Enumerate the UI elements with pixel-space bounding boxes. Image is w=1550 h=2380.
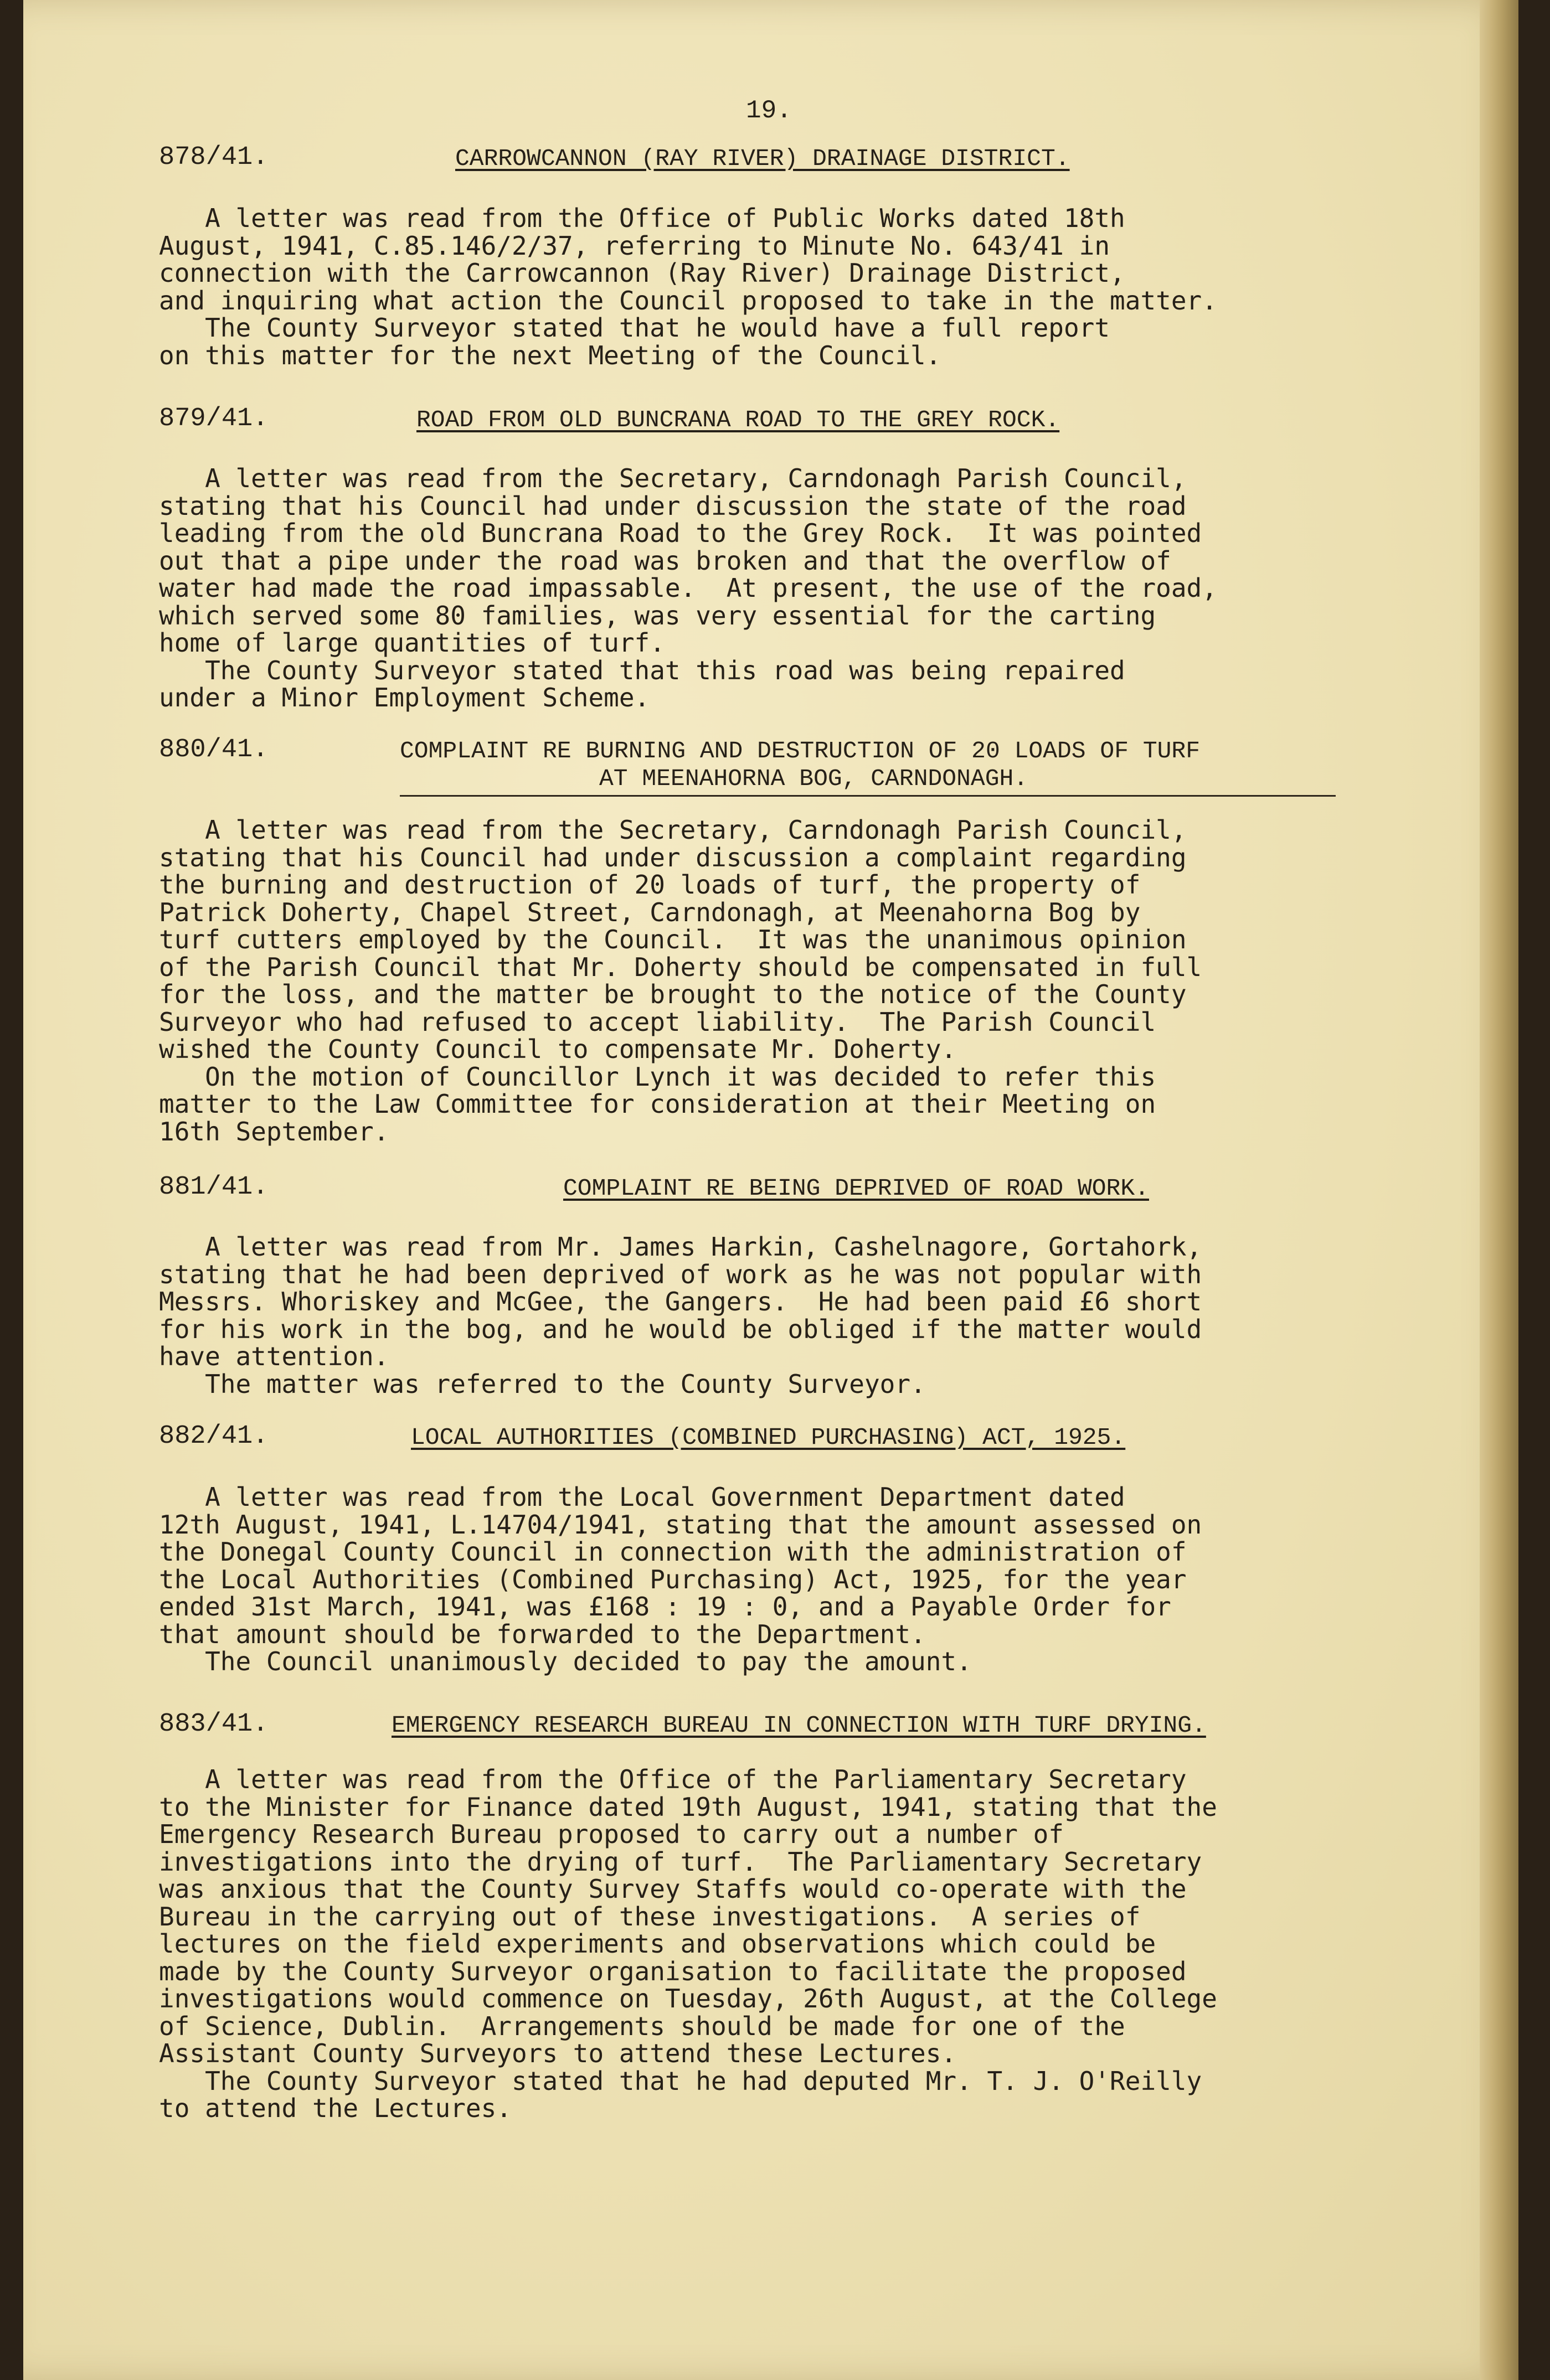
minute-number: 878/41. bbox=[159, 143, 269, 172]
book-binding bbox=[1480, 0, 1518, 2380]
minute-number: 881/41. bbox=[159, 1173, 269, 1202]
document-page bbox=[23, 0, 1518, 2380]
minute-body: A letter was read from the Secretary, Carndonagh Parish Council, stating that his Council had under discussion a complaint regarding the burning and destruction of 20 loads of turf, the property of Patrick Doherty, Chapel Street, Carndonagh, at Meenahorna Bog by turf cutters employed by the Council. It was the unanimous opinion of the Parish Council that Mr. Doherty should be compensated in full for the loss, and the matter be brought to the notice of the County Surveyor who had refused to accept liability. The Parish Council wished the County Council to compensate Mr. Doherty. On the motion of Councillor Lynch it was decided to refer this matter to the Law Committee for consideration at their Meeting on 16th September. bbox=[159, 815, 1202, 1147]
minute-heading: LOCAL AUTHORITIES (COMBINED PURCHASING) ACT, 1925. bbox=[411, 1424, 1126, 1451]
minute-number: 882/41. bbox=[159, 1422, 269, 1451]
minute-body: A letter was read from the Office of the Parliamentary Secretary to the Minister for Finance dated 19th August, 1941, stating that the Emergency Research Bureau proposed to carry out a number of investigations into the drying of turf. The Parliamentary Secretary was anxious that the County Survey Staffs would co-operate with the Bureau in the carrying out of these investigations. A series of lectures on the field experiments and observations which could be made by the County Surveyor organisation to facilitate the proposed investigations would commence on Tuesday, 26th August, at the College of Science, Dublin. Arrangements should be made for one of the Assistant County Surveyors to attend these Lectures. The County Surveyor stated that he had deputed Mr. T. J. O'Reilly to attend the Lectures. bbox=[159, 1764, 1217, 2123]
minute-body: A letter was read from the Office of Public Works dated 18th August, 1941, C.85.146/2/37, referring to Minute No. 643/41 in connection with the Carrowcannon (Ray River) Drainage District, and inquiring what action the Council proposed to take in the matter. The County Surveyor stated that he would have a full report on this matter for the next Meeting of the Council. bbox=[159, 203, 1217, 370]
minute-heading: ROAD FROM OLD BUNCRANA ROAD TO THE GREY ROCK. bbox=[416, 406, 1060, 433]
minute-heading: COMPLAINT RE BEING DEPRIVED OF ROAD WORK. bbox=[563, 1175, 1149, 1202]
minute-heading: CARROWCANNON (RAY RIVER) DRAINAGE DISTRICT. bbox=[455, 145, 1070, 172]
minute-body: A letter was read from the Secretary, Carndonagh Parish Council, stating that his Council had under discussion the state of the road leading from the old Buncrana Road to the Grey Rock. It was pointed out that a pipe under the road was broken and that the overflow of water had made the road impassable. At present, the use of the road, which served some 80 families, was very essential for the carting home of large quantities of turf. The County Surveyor stated that this road was being repaired under a Minor Employment Scheme. bbox=[159, 463, 1217, 713]
minute-body: A letter was read from the Local Government Department dated 12th August, 1941, L.14704/1941, stating that the amount assessed on the Donegal County Council in connection with the administration of the Local Authorities (Combined Purchasing) Act, 1925, for the year ended 31st March, 1941, was £168 : 19 : 0, and a Payable Order for that amount should be forwarded to the Department. The Council unanimously decided to pay the amount. bbox=[159, 1482, 1202, 1676]
minute-heading-line2: AT MEENAHORNA BOG, CARNDONAGH. bbox=[599, 765, 1028, 792]
heading-underline bbox=[400, 795, 1336, 797]
typed-text-area bbox=[23, 0, 1485, 2380]
minute-number: 879/41. bbox=[159, 404, 269, 433]
minute-heading: EMERGENCY RESEARCH BUREAU IN CONNECTION WITH TURF DRYING. bbox=[392, 1712, 1206, 1739]
minute-number: 880/41. bbox=[159, 735, 269, 765]
minute-heading-line1: COMPLAINT RE BURNING AND DESTRUCTION OF 20 LOADS OF TURF bbox=[400, 737, 1201, 765]
minute-body: A letter was read from Mr. James Harkin, Cashelnagore, Gortahork, stating that he had been deprived of work as he was not popular with Messrs. Whoriskey and McGee, the Gangers. He had been paid £6 short for his work in the bog, and he would be obliged if the matter would have attention. The matter was referred to the County Surveyor. bbox=[159, 1232, 1202, 1399]
minute-number: 883/41. bbox=[159, 1710, 269, 1739]
page-number: 19. bbox=[746, 96, 792, 125]
